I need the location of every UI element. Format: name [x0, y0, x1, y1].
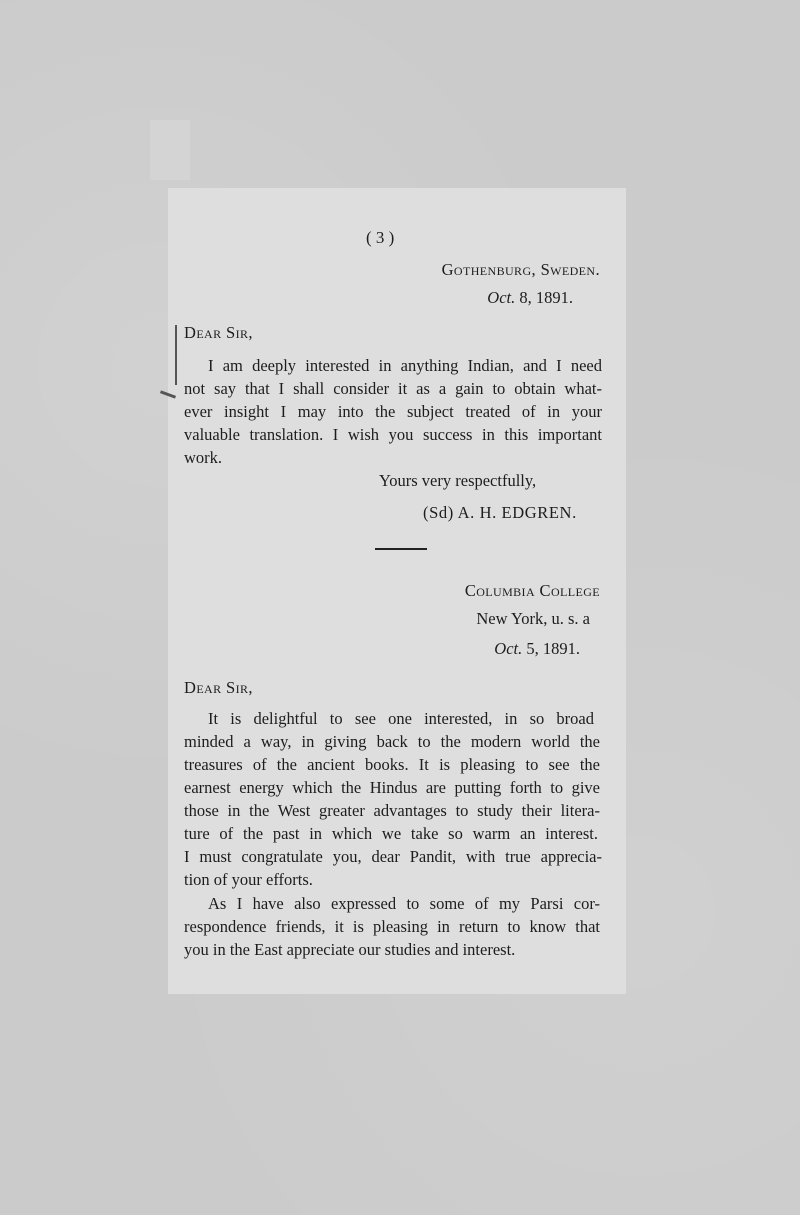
letter2-date [494, 637, 580, 660]
letter2-body-line: those in the West greater advantages to study their litera- [184, 801, 600, 820]
margin-mark [175, 325, 177, 385]
letter1-date [487, 286, 573, 309]
letter2-body-line: earnest energy which the Hindus are putting forth to give [184, 778, 600, 797]
letter2-body-line: ture of the past in which we take so warm an interest. [184, 824, 598, 843]
letter1-body-line: I am deeply interested in anything Indian, and I need [208, 356, 602, 375]
letter1-body [184, 354, 602, 474]
letter2-body-line: It is delightful to see one interested, in so broad [208, 709, 594, 728]
letter1-salutation: Dear Sir, [184, 323, 253, 342]
letter1-body-line: work. [184, 448, 223, 467]
paper-fragment [150, 120, 190, 180]
letter2-date-rest: 5, 1891. [526, 639, 580, 658]
letter1-body-line: not say that I shall consider it as a gain to obtain what- [184, 379, 602, 398]
letter2-city: New York, u. s. a [476, 609, 590, 628]
letter2-body-line: respondence friends, it is pleasing in return to know that [184, 917, 600, 936]
letter2-paragraph-2 [184, 892, 602, 967]
letter2-body-line: you in the East appreciate our studies and interest. [184, 940, 516, 959]
letter2-body-line: treasures of the ancient books. It is pleasing to see the [184, 755, 600, 774]
letter2-paragraph-1 [184, 707, 602, 889]
letter1-date-rest: 8, 1891. [519, 288, 573, 307]
section-divider [375, 548, 427, 550]
letter2-body-line: tion of your efforts. [184, 870, 313, 889]
letter1-place: Gothenburg, Sweden. [441, 260, 600, 279]
page-number: ( 3 ) [366, 228, 395, 247]
letter1-signature: (Sd) A. H. EDGREN. [423, 503, 577, 522]
letter2-body-line: I must congratulate you, dear Pandit, with true apprecia- [184, 847, 602, 866]
letter1-body-line: ever insight I may into the subject treated of in your [184, 402, 602, 421]
letter2-body-line: As I have also expressed to some of my Parsi cor- [208, 894, 600, 913]
letter1-closing: Yours very respectfully, [379, 471, 537, 490]
letter1-date-month: Oct. [487, 288, 516, 307]
letter2-body-line: minded a way, in giving back to the modern world the [184, 732, 600, 751]
letter2-salutation: Dear Sir, [184, 678, 253, 697]
letter1-body-line: valuable translation. I wish you success in this important [184, 425, 602, 444]
letter2-institution: Columbia College [464, 581, 600, 600]
letter2-date-month: Oct. [494, 639, 523, 658]
